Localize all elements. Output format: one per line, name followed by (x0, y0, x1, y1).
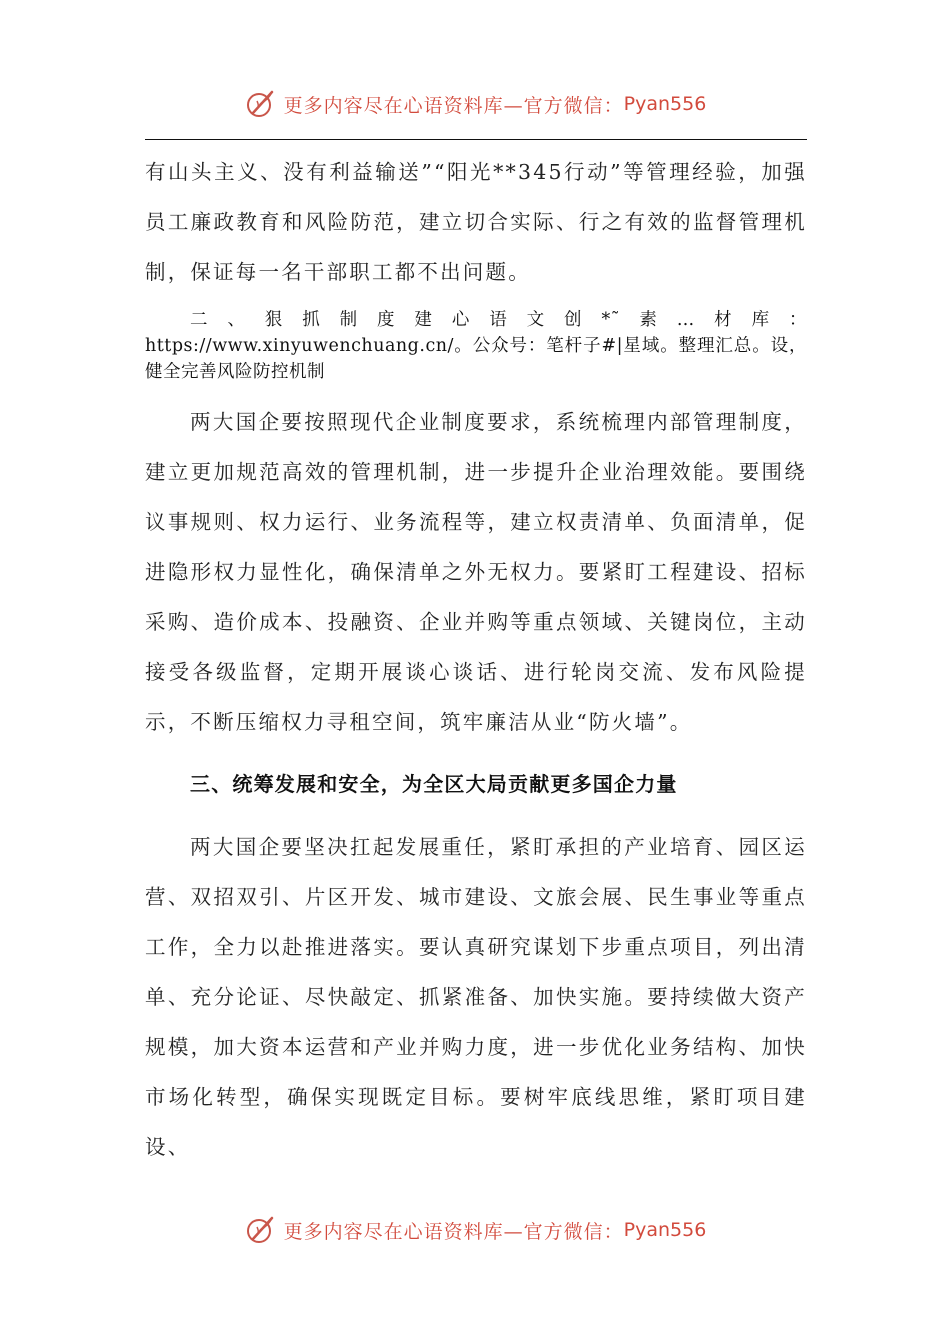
section-heading-2: 二、狠抓制度建心语文创*˜素…材库：https://www.xinyuwenchuang.cn/。公众号：笔杆子#|星域。整理汇总。设，健全完善风险防控机制 (145, 310, 807, 382)
section-heading-3: 三、统筹发展和安全，为全区大局贡献更多国企力量 (190, 772, 678, 796)
paragraph-2: 两大国企要按照现代企业制度要求，系统梳理内部管理制度，建立更加规范高效的管理机制，进一步提升企业治理效能。要围绕议事规则、权力运行、业务流程等，建立权责清单、负面清单，促进隐形权力显性化，确保清单之外无权力。要紧盯工程建设、招标采购、造价成本、投融资、企业并购等重点领域、关键岗位，主动接受各级监督，定期开展谈心谈话、进行轮岗交流、发布风险提示，不断压缩权力寻租空间，筑牢廉洁从业“防火墙”。 (145, 410, 807, 734)
paragraph-3: 两大国企要坚决扛起发展重任，紧盯承担的产业培育、园区运营、双招双引、片区开发、城市建设、文旅会展、民生事业等重点工作，全力以赴推进落实。要认真研究谋划下步重点项目，列出清单、充分论证、尽快敲定、抓紧准备、加快实施。要持续做大资产规模，加大资本运营和产业并购力度，进一步优化业务结构、加快市场化转型，确保实现既定目标。要树牢底线思维，紧盯项目建设、 (145, 835, 807, 1159)
header-banner-text: 更多内容尽在心语资料库—官方微信： (283, 94, 624, 117)
header-wechat-id: Pyan556 (623, 93, 707, 115)
footer-banner-text: 更多内容尽在心语资料库—官方微信： (283, 1220, 624, 1243)
paragraph-continued: 有山头主义、没有利益输送”“阳光**345行动”等管理经验，加强员工廉政教育和风险防范，建立切合实际、行之有效的监督管理机制，保证每一名干部职工都不出问题。 (145, 160, 807, 284)
header-banner (0, 82, 950, 126)
header-divider (145, 139, 807, 140)
quill-logo-icon (244, 1213, 278, 1247)
quill-logo-icon (244, 87, 278, 121)
footer-wechat-id: Pyan556 (623, 1219, 707, 1241)
footer-banner (0, 1208, 950, 1252)
